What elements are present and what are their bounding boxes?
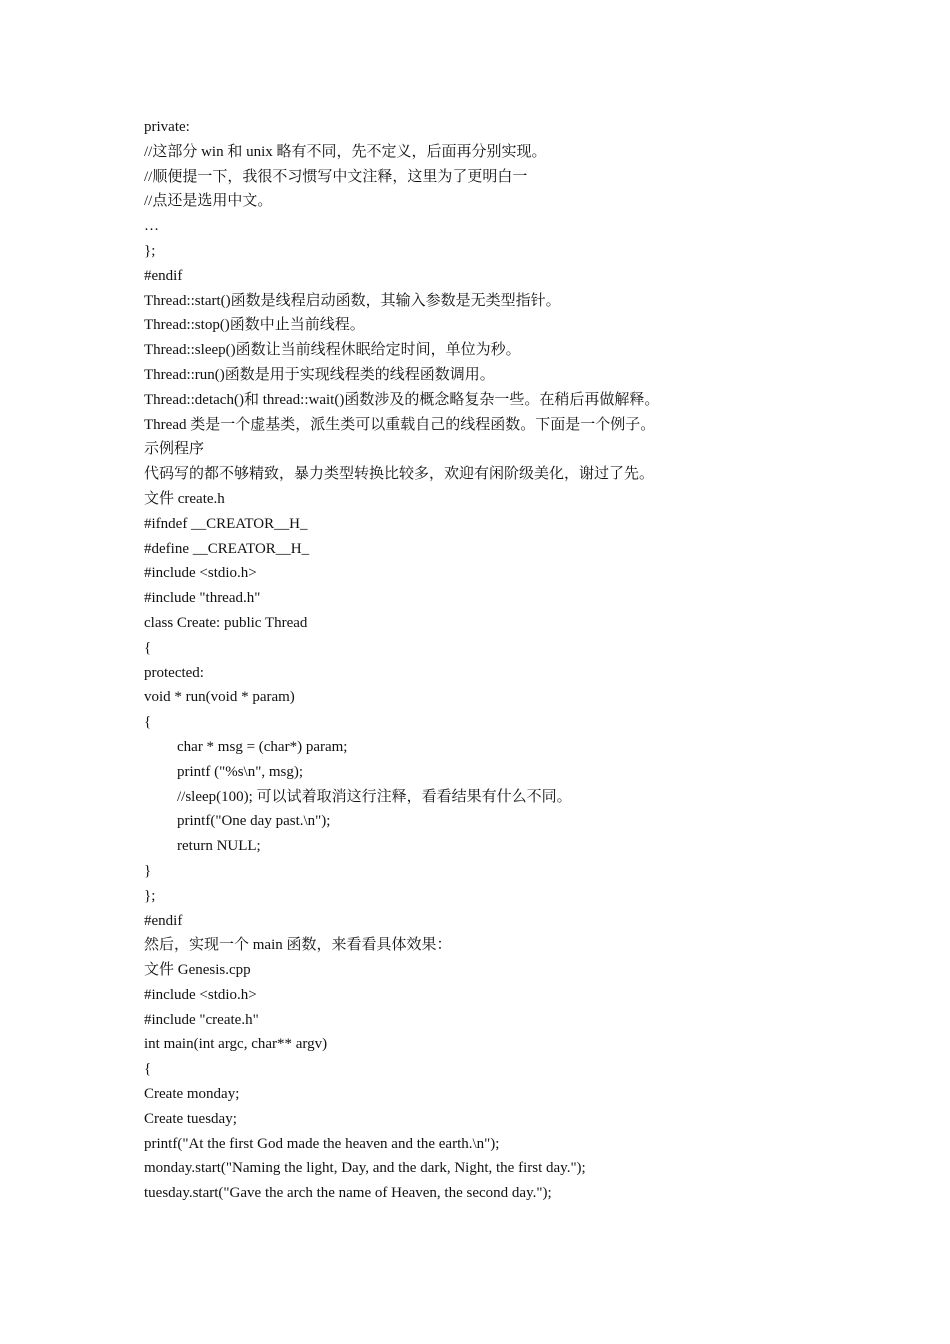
code-line: void * run(void * param) — [144, 689, 295, 706]
file-label: 文件 Genesis.cpp — [144, 962, 251, 979]
code-line: #include "thread.h" — [144, 590, 261, 607]
code-line: Create tuesday; — [144, 1110, 237, 1127]
text-line: Thread::stop()函数中止当前线程。 — [144, 317, 365, 334]
text-line: }; — [144, 242, 156, 259]
code-line: printf ("%s\n", msg); — [177, 763, 303, 780]
code-line: return NULL; — [177, 838, 261, 855]
code-line: { — [144, 714, 152, 731]
code-line: } — [144, 862, 152, 879]
code-line: #ifndef __CREATOR__H_ — [144, 515, 308, 532]
code-line: { — [144, 639, 152, 656]
text-line: 代码写的都不够精致，暴力类型转换比较多，欢迎有闲阶级美化，谢过了先。 — [144, 466, 655, 483]
code-line: #include "create.h" — [144, 1011, 259, 1028]
text-line: private: — [144, 119, 190, 135]
text-line: Thread::sleep()函数让当前线程休眠给定时间，单位为秒。 — [144, 342, 521, 359]
code-line: //sleep(100); 可以试着取消这行注释，看看结果有什么不同。 — [177, 788, 572, 805]
code-line: tuesday.start("Gave the arch the name of Heaven, the second day."); — [144, 1185, 552, 1202]
code-line: int main(int argc, char** argv) — [144, 1036, 328, 1053]
code-line: monday.start("Naming the light, Day, and the dark, Night, the first day."); — [144, 1160, 586, 1177]
code-line: }; — [144, 887, 156, 904]
code-line: #include <stdio.h> — [144, 565, 257, 582]
file-label: 文件 create.h — [144, 490, 225, 507]
section-heading: 示例程序 — [144, 441, 205, 458]
text-line: Thread 类是一个虚基类，派生类可以重载自己的线程函数。下面是一个例子。 — [144, 416, 656, 433]
code-line: { — [144, 1061, 152, 1078]
text-line: //顺便提一下，我很不习惯写中文注释，这里为了更明白一 — [144, 168, 528, 185]
code-line: char * msg = (char*) param; — [177, 738, 348, 755]
code-line: #endif — [144, 912, 183, 929]
code-line: class Create: public Thread — [144, 614, 308, 631]
code-line: protected: — [144, 664, 204, 681]
code-line: printf("At the first God made the heaven and the earth.\n"); — [144, 1135, 500, 1152]
text-line: Thread::detach()和 thread::wait()函数涉及的概念略复杂一些。在稍后再做解释。 — [144, 391, 660, 408]
text-line: Thread::run()函数是用于实现线程类的线程函数调用。 — [144, 366, 495, 383]
text-line: //点还是选用中文。 — [144, 193, 273, 210]
text-line: //这部分 win 和 unix 略有不同，先不定义，后面再分别实现。 — [144, 143, 547, 160]
code-line: #include <stdio.h> — [144, 986, 257, 1003]
code-line: printf("One day past.\n"); — [177, 813, 331, 830]
document-body — [144, 115, 884, 1206]
text-line: #endif — [144, 267, 183, 284]
text-line: Thread::start()函数是线程启动函数，其输入参数是无类型指针。 — [144, 292, 561, 309]
text-line: … — [144, 218, 159, 235]
text-line: 然后，实现一个 main 函数，来看看具体效果： — [144, 937, 452, 954]
code-line: #define __CREATOR__H_ — [144, 540, 310, 557]
code-line: Create monday; — [144, 1086, 240, 1103]
